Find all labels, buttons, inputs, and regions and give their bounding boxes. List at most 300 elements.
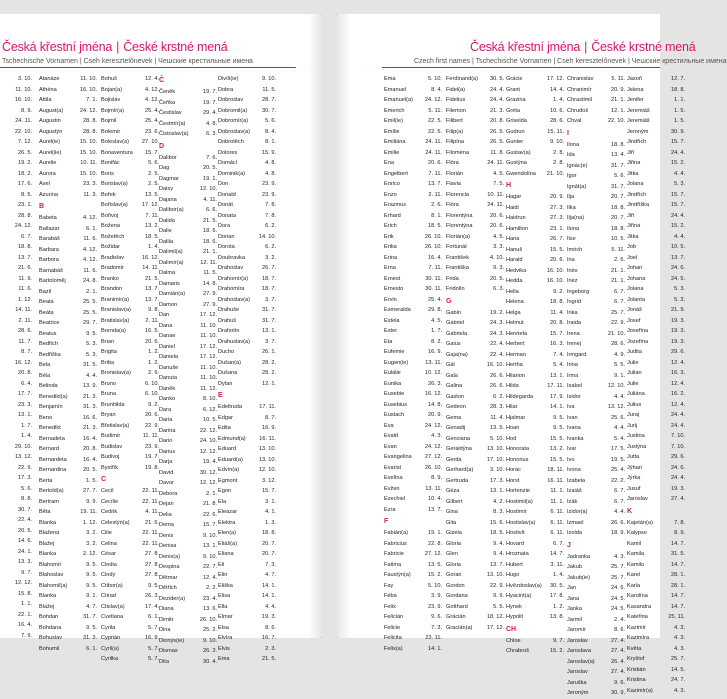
name-text: Brigita bbox=[101, 349, 117, 355]
name-entry bbox=[159, 562, 217, 573]
name-text: Elektra bbox=[218, 519, 236, 526]
name-day-date: 17. 12. bbox=[199, 312, 217, 318]
name-entry bbox=[567, 255, 625, 266]
name-text: Erik bbox=[384, 233, 394, 240]
name-day-date: 5. 5. bbox=[614, 362, 625, 368]
name-entry bbox=[0, 536, 32, 547]
name-day-date: 17. 12. bbox=[141, 202, 159, 208]
name-entry bbox=[446, 602, 504, 613]
name-day-date: 22. 4. bbox=[18, 517, 32, 523]
name-day-date: 7. 9. bbox=[21, 632, 32, 639]
name-day-date: 11. 10. bbox=[200, 322, 217, 329]
name-entry bbox=[39, 402, 97, 413]
name-text: Elen(a) bbox=[218, 530, 237, 536]
name-entry bbox=[627, 644, 685, 655]
name-entry bbox=[218, 570, 276, 581]
name-text: Harald bbox=[506, 257, 523, 263]
name-entry bbox=[446, 518, 504, 529]
name-text: Dalie bbox=[159, 228, 172, 234]
name-day-date: 28. 7. bbox=[262, 97, 276, 103]
name-text: Hella bbox=[506, 288, 519, 295]
name-entry bbox=[384, 316, 442, 327]
name-entry bbox=[567, 657, 625, 668]
name-entry bbox=[218, 200, 276, 211]
name-day-date: 13. 10. bbox=[258, 446, 276, 452]
name-day-date: 9. 5. bbox=[86, 624, 97, 631]
name-entry bbox=[567, 329, 625, 340]
name-text: Brian bbox=[101, 338, 115, 345]
name-day-date: 3. 3. bbox=[493, 244, 504, 250]
name-text: Eugen(ie) bbox=[384, 359, 409, 366]
name-day-date: 3. 11. bbox=[550, 561, 564, 568]
name-entry bbox=[567, 646, 625, 657]
name-entry bbox=[446, 371, 504, 382]
name-entry bbox=[218, 211, 276, 222]
name-day-date: 14. 7. bbox=[671, 540, 685, 547]
name-day-date: 16. 11. bbox=[259, 435, 276, 442]
name-entry bbox=[567, 234, 625, 245]
name-text: Izaiáš bbox=[567, 488, 582, 494]
letter-heading: I bbox=[567, 129, 569, 137]
name-entry bbox=[218, 158, 276, 169]
name-day-date: 4. 12. bbox=[145, 97, 159, 103]
name-day-date: 17. 3. bbox=[18, 475, 32, 481]
left-page bbox=[0, 14, 322, 665]
name-day-date: 15. 10. bbox=[79, 149, 97, 156]
name-entry bbox=[567, 444, 625, 455]
name-text: Dimitr bbox=[159, 616, 174, 623]
name-text: Gabriela bbox=[446, 330, 468, 337]
name-entry bbox=[506, 255, 564, 266]
name-text: Budislav bbox=[101, 443, 123, 450]
name-text: Ivan bbox=[567, 414, 578, 421]
name-text: Emilie bbox=[384, 149, 400, 156]
name-day-date: 4. 8. bbox=[206, 120, 217, 127]
name-entry bbox=[384, 74, 442, 85]
name-text: Jurij bbox=[627, 422, 638, 429]
name-day-date: 16. 3. bbox=[671, 370, 685, 376]
name-day-date: 16. 10. bbox=[546, 267, 564, 274]
name-text: Glen bbox=[446, 551, 458, 557]
name-day-date: 15. 5. bbox=[550, 435, 564, 442]
name-day-date: 26. 7. bbox=[262, 265, 276, 271]
name-text: Izabela bbox=[567, 477, 586, 484]
name-day-date: 27. 8. bbox=[145, 561, 159, 568]
name-text: Gaston bbox=[446, 393, 465, 400]
name-day-date: 27. 8. bbox=[145, 551, 159, 557]
name-text: Bela bbox=[39, 362, 51, 368]
name-text: Ctirad bbox=[101, 593, 116, 599]
name-text: Hjalmar bbox=[506, 414, 526, 421]
name-text: Eduard(a) bbox=[218, 456, 243, 463]
name-text: Flavia bbox=[446, 181, 461, 187]
name-day-date: 4. 5. bbox=[431, 317, 442, 324]
name-entry bbox=[39, 539, 97, 550]
name-text: Delia bbox=[159, 511, 172, 518]
name-day-date: 20. 5. bbox=[490, 275, 504, 282]
name-day-date: 14. 7. bbox=[550, 551, 564, 557]
name-day-date: 1. 12. bbox=[18, 296, 32, 303]
name-day-date: 19. 1. bbox=[428, 530, 442, 536]
name-entry bbox=[384, 644, 442, 655]
name-day-date: 11. 1. bbox=[550, 488, 564, 494]
name-entry bbox=[384, 295, 442, 306]
name-entry bbox=[39, 266, 97, 277]
name-entry bbox=[567, 507, 625, 518]
name-day-date: 22. 4. bbox=[490, 341, 504, 347]
name-day-date: 13. 2. bbox=[550, 446, 564, 452]
name-entry bbox=[384, 612, 442, 623]
name-text: Elin bbox=[218, 572, 228, 578]
name-text: Gaius bbox=[446, 341, 461, 347]
name-entry bbox=[0, 158, 32, 169]
name-day-date: 4. 12. bbox=[83, 215, 97, 221]
name-day-date: 22. 11. bbox=[142, 540, 159, 547]
name-text: Branko bbox=[101, 275, 119, 282]
name-day-date: 24. 3. bbox=[490, 320, 504, 326]
name-entry bbox=[567, 350, 625, 361]
name-text: Igor bbox=[567, 173, 577, 179]
name-entry bbox=[159, 352, 217, 363]
name-text: Dalimír(a) bbox=[159, 259, 184, 266]
name-day-date: 6. 7. bbox=[614, 488, 625, 494]
name-entry bbox=[506, 106, 564, 117]
name-entry bbox=[0, 95, 32, 106]
name-text: Jakub(ie) bbox=[567, 574, 591, 581]
name-entry bbox=[627, 158, 685, 169]
name-entry bbox=[384, 549, 442, 560]
name-text: Gunter bbox=[506, 139, 524, 145]
name-day-date: 4. 4. bbox=[265, 603, 276, 610]
name-text: Florentýna bbox=[446, 223, 473, 229]
name-text: Jutta bbox=[627, 454, 640, 460]
name-day-date: 4. 8. bbox=[265, 170, 276, 177]
name-entry bbox=[159, 163, 217, 174]
name-day-date: 10. 11. bbox=[80, 160, 97, 166]
name-day-date: 6. 2. bbox=[265, 244, 276, 250]
name-text: Drahotín bbox=[218, 328, 240, 334]
name-text: Inés bbox=[567, 267, 578, 274]
name-text: Ernesto bbox=[384, 286, 404, 292]
name-text: Eleazar bbox=[218, 509, 237, 515]
name-day-date: 31. 3. bbox=[83, 404, 97, 410]
name-entry bbox=[446, 253, 504, 264]
name-entry bbox=[567, 552, 625, 563]
name-text: Dalibor(a) bbox=[159, 207, 184, 213]
name-day-date: 11. 6. bbox=[18, 286, 32, 292]
name-day-date: 24. 6. bbox=[611, 585, 625, 591]
name-entry bbox=[0, 284, 32, 295]
name-day-date: 24. 4. bbox=[671, 212, 685, 219]
name-entry bbox=[567, 182, 625, 193]
name-entry bbox=[446, 570, 504, 581]
name-text: Gerhard(a) bbox=[446, 467, 474, 473]
name-day-date: 19. 2. bbox=[18, 160, 32, 166]
name-entry bbox=[218, 305, 276, 316]
name-entry bbox=[159, 321, 217, 332]
name-entry bbox=[627, 316, 685, 327]
name-entry bbox=[506, 560, 564, 571]
name-day-date: 7. 3. bbox=[431, 624, 442, 631]
name-text: Darja bbox=[159, 459, 173, 465]
name-text: Gustýna bbox=[506, 160, 527, 166]
name-day-date: 19. 3. bbox=[671, 328, 685, 334]
name-day-date: 26. 4. bbox=[611, 658, 625, 665]
name-entry bbox=[567, 465, 625, 476]
name-entry bbox=[159, 478, 217, 489]
name-text: Eduard bbox=[218, 446, 237, 452]
name-entry bbox=[446, 507, 504, 518]
name-entry bbox=[218, 528, 276, 539]
name-entry bbox=[384, 179, 442, 190]
name-text: Felicie bbox=[384, 624, 401, 631]
name-day-date: 1. 2. bbox=[553, 603, 564, 610]
name-entry bbox=[101, 507, 159, 518]
name-day-date: 1. 5. bbox=[674, 118, 685, 124]
name-entry bbox=[506, 137, 564, 148]
name-entry bbox=[506, 276, 564, 287]
name-text: Ivo bbox=[567, 456, 575, 463]
name-entry bbox=[218, 497, 276, 508]
name-text: Brandon bbox=[101, 286, 123, 292]
name-entry bbox=[218, 518, 276, 529]
letter-heading: Č bbox=[159, 77, 165, 84]
name-text: Inka bbox=[567, 309, 578, 316]
name-entry bbox=[218, 486, 276, 497]
name-text: Bruna bbox=[101, 391, 116, 397]
name-day-date: 4. 12. bbox=[83, 246, 97, 253]
name-entry bbox=[218, 347, 276, 358]
name-day-date: 29. 10. bbox=[14, 443, 32, 450]
name-day-date: 25. 6. bbox=[611, 414, 625, 421]
name-text: August(a) bbox=[39, 107, 64, 114]
name-day-date: 12. 1. bbox=[611, 107, 625, 114]
name-entry bbox=[627, 305, 685, 316]
name-day-date: 12. 4. bbox=[671, 401, 685, 408]
name-day-date: 18. 8. bbox=[671, 86, 685, 93]
name-text: Engelbert bbox=[384, 170, 408, 177]
name-entry bbox=[0, 211, 32, 222]
name-entry bbox=[218, 221, 276, 232]
name-text: Ezechiel bbox=[384, 496, 406, 502]
name-text: Izolda bbox=[567, 530, 582, 536]
name-text: Gustav(a) bbox=[506, 149, 531, 156]
name-day-date: 11. 3. bbox=[83, 191, 97, 198]
page-subtitle: Tschechische Vornamen | Cseh keresztelőnevek | Чешские крестильные имена bbox=[2, 58, 253, 65]
name-day-date: 13. 11. bbox=[425, 485, 442, 492]
name-text: Jitka bbox=[627, 170, 639, 177]
name-text: Jolanta bbox=[627, 296, 646, 303]
name-entry bbox=[39, 106, 97, 117]
name-day-date: 2. 8. bbox=[553, 160, 564, 166]
name-day-date: 9. 5. bbox=[86, 561, 97, 568]
name-text: Ignác(e) bbox=[567, 162, 588, 169]
name-text: Čeněk bbox=[159, 89, 176, 95]
name-day-date: 16. 4. bbox=[83, 456, 97, 463]
name-entry bbox=[506, 381, 564, 392]
name-day-date: 16. 9. bbox=[262, 425, 276, 431]
name-day-date: 22. 9. bbox=[490, 582, 504, 589]
name-text: Eliška bbox=[218, 582, 233, 589]
name-entry bbox=[384, 190, 442, 201]
name-day-date: 18. 5. bbox=[428, 223, 442, 229]
name-entry bbox=[567, 562, 625, 573]
name-entry bbox=[39, 287, 97, 298]
name-entry bbox=[0, 421, 32, 432]
name-entry bbox=[218, 263, 276, 274]
name-entry bbox=[384, 137, 442, 148]
name-day-date: 16. 9. bbox=[145, 635, 159, 641]
name-entry bbox=[218, 455, 276, 466]
name-text: Eva bbox=[384, 422, 394, 429]
name-day-date: 20. 7. bbox=[262, 551, 276, 557]
name-text: Danae bbox=[159, 333, 176, 339]
name-entry bbox=[506, 444, 564, 455]
name-entry bbox=[0, 389, 32, 400]
name-day-date: 26. 5. bbox=[18, 149, 32, 156]
name-day-date: 11. 10. bbox=[80, 76, 97, 82]
name-text: Josef bbox=[627, 317, 641, 324]
name-text: Dezider(a) bbox=[159, 595, 186, 602]
name-day-date: 6. 4. bbox=[21, 380, 32, 387]
name-text: Ida bbox=[567, 152, 575, 158]
name-entry bbox=[627, 200, 685, 211]
name-entry bbox=[159, 394, 217, 405]
name-entry bbox=[101, 654, 159, 665]
name-day-date: 18. 8. bbox=[611, 204, 625, 211]
name-text: Jindřich bbox=[627, 139, 647, 145]
name-entry bbox=[0, 106, 32, 117]
name-day-date: 19. 3. bbox=[671, 485, 685, 492]
name-entry bbox=[627, 137, 685, 148]
name-entry bbox=[567, 573, 625, 584]
name-text: Cyril(a) bbox=[101, 645, 120, 652]
name-day-date: 31. 3. bbox=[83, 635, 97, 641]
name-text: Bohumil bbox=[39, 645, 60, 652]
name-day-date: 11. 7. bbox=[18, 338, 32, 345]
name-entry bbox=[446, 350, 504, 361]
name-day-date: 17. 3. bbox=[490, 477, 504, 484]
name-entry bbox=[567, 116, 625, 127]
name-day-date: 25. 7. bbox=[611, 309, 625, 316]
name-text: Čeňka bbox=[159, 99, 176, 106]
name-entry bbox=[159, 468, 217, 479]
name-day-date: 24. 12. bbox=[14, 223, 32, 229]
name-entry bbox=[39, 224, 97, 235]
name-entry bbox=[39, 518, 97, 529]
name-text: Barbara bbox=[39, 246, 59, 253]
name-text: Edita bbox=[218, 425, 231, 431]
name-text: Dita bbox=[159, 658, 169, 665]
name-entry bbox=[384, 389, 442, 400]
name-day-date: 19. 7. bbox=[145, 454, 159, 460]
name-day-date: 8. 4. bbox=[431, 86, 442, 93]
name-day-date: 7. 3. bbox=[265, 561, 276, 568]
name-entry bbox=[627, 232, 685, 243]
name-text: Dalibor bbox=[159, 154, 177, 161]
name-day-date: 21. 5. bbox=[203, 217, 217, 224]
name-day-date: 16. 10. bbox=[14, 97, 32, 103]
name-text: Bystřík bbox=[101, 464, 119, 471]
name-entry bbox=[101, 518, 159, 529]
name-entry bbox=[0, 221, 32, 232]
name-entry bbox=[506, 591, 564, 602]
name-entry bbox=[0, 473, 32, 484]
name-day-date: 10. 6. bbox=[550, 107, 564, 114]
name-day-date: 2. 5. bbox=[148, 170, 159, 177]
name-day-date: 6. 7. bbox=[21, 233, 32, 240]
name-entry bbox=[446, 486, 504, 497]
name-text: Božidar bbox=[101, 244, 120, 250]
name-day-date: 2. 2. bbox=[206, 585, 217, 591]
name-day-date: 2. 8. bbox=[553, 149, 564, 156]
name-entry bbox=[101, 400, 159, 411]
name-day-date: 13. 7. bbox=[145, 286, 159, 292]
name-text: Aurora bbox=[39, 170, 56, 177]
name-entry bbox=[446, 106, 504, 117]
name-text: Daria bbox=[159, 417, 173, 423]
name-text: Fabián(a) bbox=[384, 530, 408, 536]
name-text: Dorian bbox=[218, 233, 235, 240]
name-entry bbox=[39, 169, 97, 180]
name-day-date: 7. 10. bbox=[671, 443, 685, 450]
name-text: Kazimíra bbox=[627, 635, 650, 641]
name-entry bbox=[159, 331, 217, 342]
name-text: Gudrun bbox=[506, 128, 525, 135]
name-entry bbox=[506, 234, 564, 245]
name-day-date: 23. 1. bbox=[18, 202, 32, 208]
name-day-date: 20. 5. bbox=[18, 527, 32, 534]
name-day-date: 13. 10. bbox=[486, 572, 504, 578]
name-day-date: 15. 7. bbox=[671, 202, 685, 208]
name-day-date: 22. 12. bbox=[199, 427, 217, 434]
name-day-date: 9. 10. bbox=[262, 76, 276, 82]
name-column bbox=[446, 74, 504, 633]
name-entry bbox=[384, 253, 442, 264]
name-day-date: 27. 3. bbox=[550, 215, 564, 221]
name-day-date: 13. 5. bbox=[428, 561, 442, 568]
name-entry bbox=[39, 560, 97, 571]
name-entry bbox=[0, 379, 32, 390]
name-text: Egon bbox=[218, 488, 232, 494]
name-text: Blahomír bbox=[39, 561, 62, 568]
name-day-date: 10. 4. bbox=[428, 496, 442, 502]
name-day-date: 13. 5. bbox=[145, 191, 159, 198]
name-text: Blanka bbox=[39, 551, 57, 557]
name-day-date: 15. 5. bbox=[550, 246, 564, 253]
name-entry bbox=[446, 465, 504, 476]
name-day-date: 28. 6. bbox=[18, 328, 32, 334]
name-entry bbox=[506, 497, 564, 508]
name-day-date: 6. 2. bbox=[265, 223, 276, 229]
name-entry bbox=[506, 339, 564, 350]
name-day-date: 9. 10. bbox=[203, 637, 217, 644]
name-day-date: 25. 4. bbox=[611, 467, 625, 473]
name-day-date: 15. 7. bbox=[671, 139, 685, 145]
name-entry bbox=[39, 612, 97, 623]
name-text: Božena bbox=[101, 223, 120, 229]
name-text: Jusuf bbox=[627, 485, 641, 492]
name-entry bbox=[506, 350, 564, 361]
name-entry bbox=[159, 258, 217, 269]
name-entry bbox=[446, 137, 504, 148]
name-text: Enrico bbox=[384, 181, 400, 187]
name-entry bbox=[218, 179, 276, 190]
name-entry bbox=[567, 518, 625, 529]
name-entry bbox=[39, 339, 97, 350]
name-text: Eulálie bbox=[384, 370, 401, 376]
name-entry bbox=[0, 347, 32, 358]
